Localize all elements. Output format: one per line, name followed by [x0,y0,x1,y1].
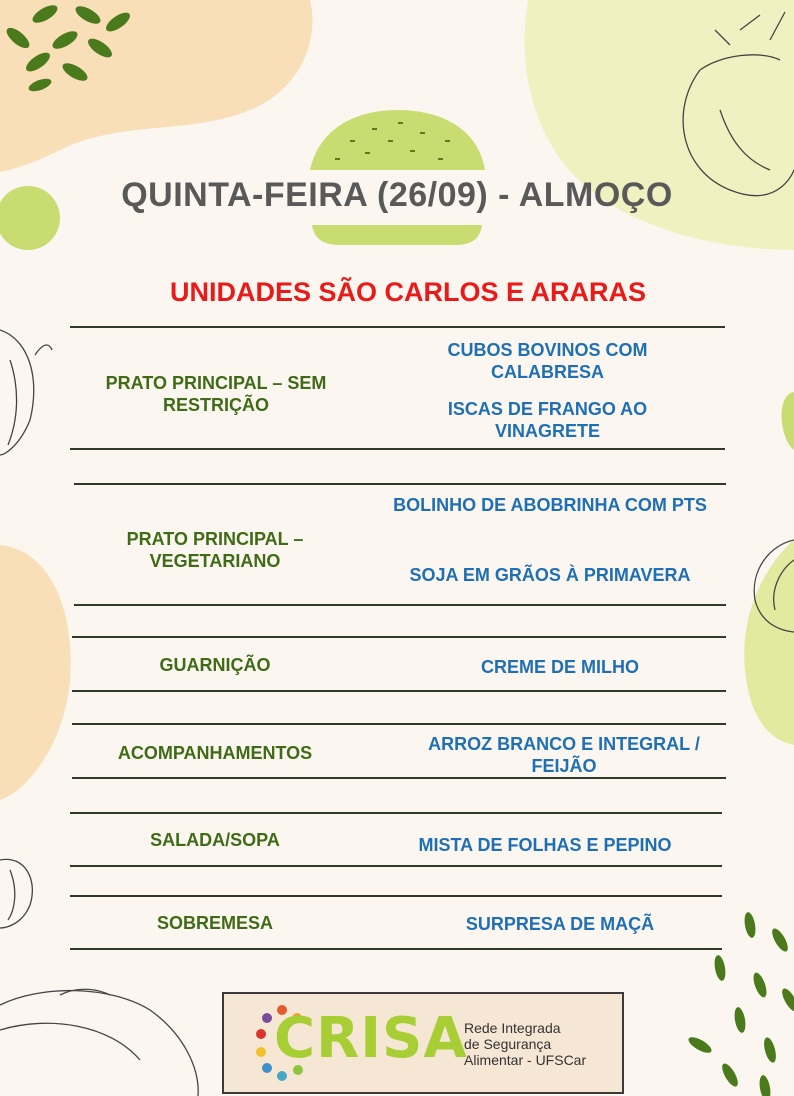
logo-line: Rede Integrada [464,1020,561,1036]
menu-label: GUARNIÇÃO [159,655,271,675]
menu-dish: SURPRESA DE MAÇÃ [465,914,655,934]
row-divider [72,777,726,779]
menu-dish: CREME DE MILHO [480,657,639,677]
row-divider [70,895,722,897]
units-subtitle: UNIDADES SÃO CARLOS E ARARAS [169,277,647,307]
page-title: QUINTA-FEIRA (26/09) - ALMOÇO [121,176,673,214]
menu-label: PRATO PRINCIPAL – SEM RESTRIÇÃO [105,373,327,415]
menu-dish: CUBOS BOVINOS COM CALABRESA [447,340,648,382]
menu-label: SALADA/SOPA [150,830,280,850]
row-divider [72,690,726,692]
menu-label: SOBREMESA [156,913,273,933]
menu-label: PRATO PRINCIPAL – VEGETARIANO [126,529,304,571]
menu-dish: ISCAS DE FRANGO AO VINAGRETE [447,399,648,441]
menu-dish: ARROZ BRANCO E INTEGRAL / FEIJÃO [428,734,700,776]
row-divider [70,812,722,814]
row-divider [70,948,722,950]
row-divider [74,604,726,606]
row-divider [74,483,726,485]
crisa-logo [222,992,624,1094]
logo-tagline [464,1020,586,1068]
menu-dish: MISTA DE FOLHAS E PEPINO [418,835,672,855]
row-divider [72,636,726,638]
logo-wordmark: CRISA [274,1006,468,1071]
row-divider [72,723,726,725]
menu-dish: BOLINHO DE ABOBRINHA COM PTS [393,495,707,515]
menu-dish: SOJA EM GRÃOS À PRIMAVERA [409,565,691,585]
row-divider [70,448,725,450]
row-divider [70,326,725,328]
logo-line: Alimentar - UFSCar [464,1052,587,1068]
row-divider [70,865,722,867]
logo-line: de Segurança [464,1036,552,1052]
menu-label: ACOMPANHAMENTOS [117,743,313,763]
